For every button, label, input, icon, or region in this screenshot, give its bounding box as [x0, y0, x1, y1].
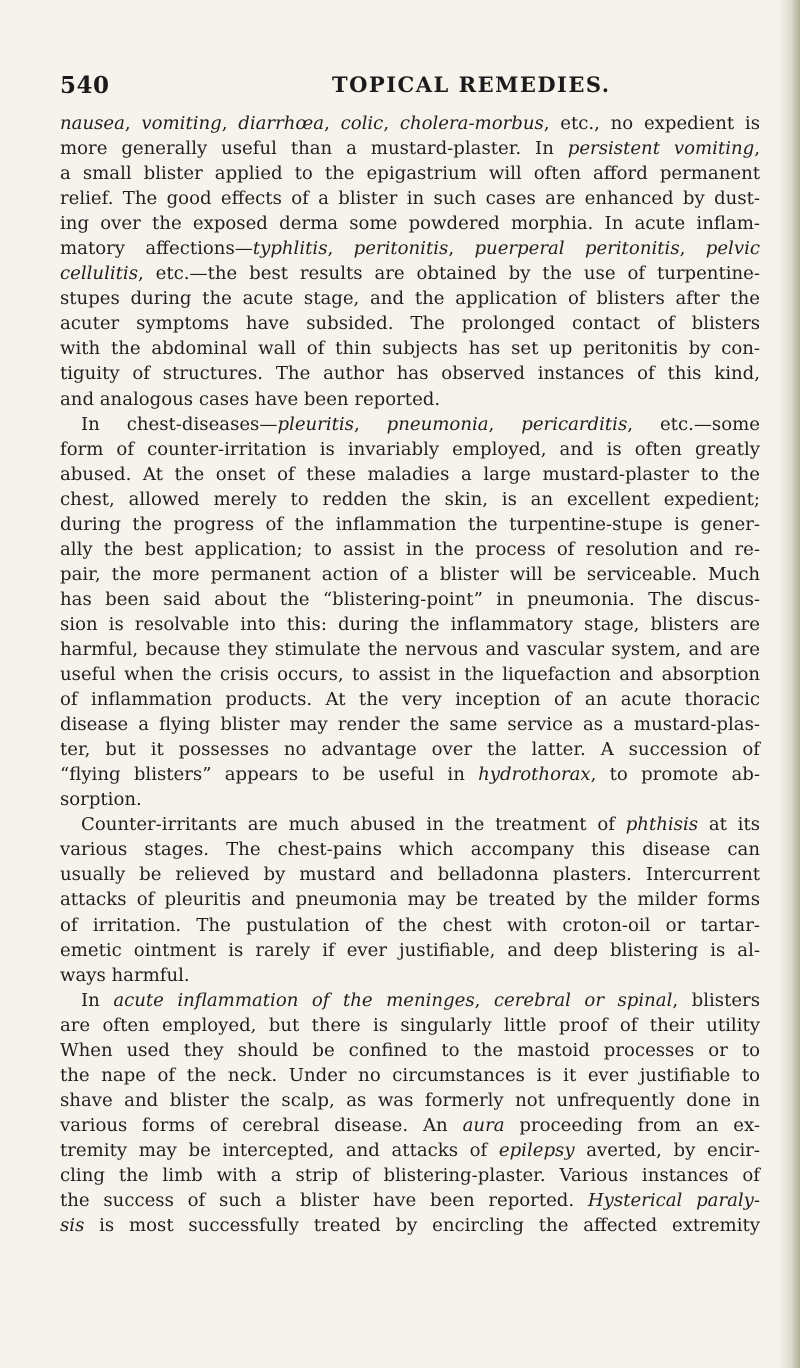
text-line: chest, allowed merely to redden the skin, is an excellent expedient; — [60, 488, 760, 510]
text-line: ally the best application; to assist in the process of resolution and re- — [60, 538, 760, 560]
body-text — [60, 111, 760, 1238]
text-line: tiguity of structures. The author has observed instances of this kind, — [60, 363, 760, 385]
text-line: disease a flying blister may render the same service as a mustard-plas- — [60, 714, 760, 736]
text-line: In chest-diseases—pleuritis, pneumonia, pericarditis, etc.—some — [81, 413, 760, 435]
running-head: TOPICAL REMEDIES. — [332, 72, 611, 97]
text-line: sis is most successfully treated by encircling the affected extremity — [60, 1215, 760, 1237]
page-edge-shadow — [778, 0, 800, 1368]
text-line: more generally useful than a mustard-plaster. In persistent vomiting, — [60, 138, 760, 160]
text-line: “flying blisters” appears to be useful in hydrothorax, to promote ab- — [60, 764, 760, 786]
text-line: form of counter-irritation is invariably employed, and is often greatly — [60, 438, 760, 460]
text-line: the nape of the neck. Under no circumstances is it ever justifiable to — [60, 1064, 760, 1086]
text-line: emetic ointment is rarely if ever justifiable, and deep blistering is al- — [60, 939, 760, 961]
text-line: When used they should be confined to the mastoid processes or to — [60, 1039, 760, 1061]
text-line: harmful, because they stimulate the nervous and vascular system, and are — [60, 638, 760, 660]
text-line: and analogous cases have been reported. — [60, 388, 441, 410]
text-line: a small blister applied to the epigastrium will often afford permanent — [60, 163, 760, 185]
text-line: attacks of pleuritis and pneumonia may be treated by the milder forms — [60, 889, 760, 911]
text-line: Counter-irritants are much abused in the treatment of phthisis at its — [81, 814, 761, 836]
text-line: cling the limb with a strip of blistering-plaster. Various instances of — [60, 1164, 760, 1186]
text-line: usually be relieved by mustard and belladonna plasters. Intercurrent — [60, 864, 760, 886]
text-line: useful when the crisis occurs, to assist in the liquefaction and absorption — [60, 664, 760, 686]
text-line: matory affections—typhlitis, peritonitis, puerperal peritonitis, pelvic — [60, 238, 760, 260]
text-line: ways harmful. — [60, 964, 190, 986]
page-header — [60, 66, 760, 102]
text-line: acuter symptoms have subsided. The prolonged contact of blisters — [60, 313, 760, 335]
text-line: shave and blister the scalp, as was formerly not unfrequently done in — [60, 1089, 760, 1111]
text-line: pair, the more permanent action of a blister will be serviceable. Much — [60, 563, 760, 585]
text-line: the success of such a blister have been reported. Hysterical paraly- — [60, 1190, 760, 1212]
text-line: ter, but it possesses no advantage over the latter. A succession of — [60, 739, 760, 761]
text-line: sion is resolvable into this: during the inflammatory stage, blisters are — [60, 613, 760, 635]
text-line: tremity may be intercepted, and attacks of epilepsy averted, by encir- — [60, 1139, 760, 1161]
text-line: relief. The good effects of a blister in such cases are enhanced by dust- — [60, 188, 760, 210]
text-line: stupes during the acute stage, and the application of blisters after the — [60, 288, 760, 310]
text-line: various forms of cerebral disease. An aura proceeding from an ex- — [60, 1114, 760, 1136]
text-line: various stages. The chest-pains which accompany this disease can — [60, 839, 760, 861]
text-line: has been said about the “blistering-point” in pneumonia. The discus- — [60, 588, 760, 610]
text-line: ing over the exposed derma some powdered morphia. In acute inflam- — [60, 213, 760, 235]
text-line: sorption. — [60, 789, 142, 811]
page-number: 540 — [60, 72, 110, 99]
text-line: during the progress of the inflammation the turpentine-stupe is gener- — [60, 513, 760, 535]
text-line: cellulitis, etc.—the best results are obtained by the use of turpentine- — [60, 263, 760, 285]
text-line: nausea, vomiting, diarrhœa, colic, cholera-morbus, etc., no expedient is — [60, 113, 760, 134]
text-line: abused. At the onset of these maladies a large mustard-plaster to the — [60, 463, 760, 485]
text-line: In acute inflammation of the meninges, cerebral or spinal, blisters — [81, 989, 760, 1011]
text-line: are often employed, but there is singularly little proof of their utility — [60, 1014, 760, 1036]
text-line: of inflammation products. At the very inception of an acute thoracic — [60, 689, 760, 711]
text-line: with the abdominal wall of thin subjects has set up peritonitis by con- — [60, 338, 760, 360]
text-line: of irritation. The pustulation of the chest with croton-oil or tartar- — [60, 914, 760, 936]
